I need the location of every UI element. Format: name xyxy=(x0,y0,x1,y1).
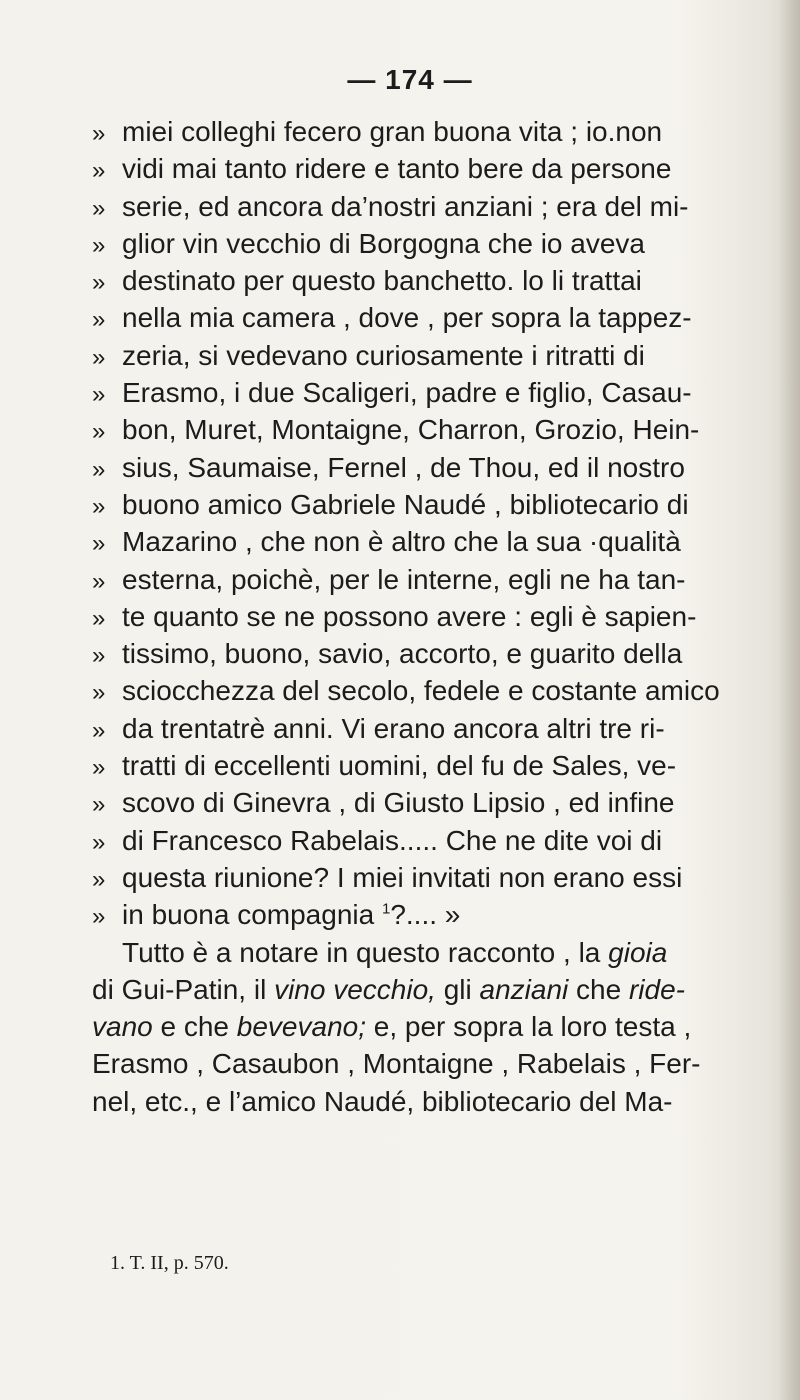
paragraph-line: Tutto è a notare in questo racconto , la gioia xyxy=(122,936,668,968)
text-line: » tissimo, buono, savio, accorto, e guarito della xyxy=(92,635,782,672)
text-line: » miei colleghi fecero gran buona vita ; io.non xyxy=(92,113,782,150)
quote-mark: » xyxy=(92,120,106,147)
text-line: » Erasmo, i due Scaligeri, padre e figlio, Casau- xyxy=(92,374,782,411)
text-line: » in buona compagnia $^1$?.... » xyxy=(92,896,782,933)
quote-mark: » xyxy=(92,381,106,409)
text-line: » da trentatrè anni. Vi erano ancora altri tre ri- xyxy=(92,710,782,747)
quote-mark: » xyxy=(92,754,106,782)
paragraph-line: di Gui-Patin, il vino vecchio, gli anziani che ride- xyxy=(92,973,685,1005)
page-number: — 174 — xyxy=(347,64,473,95)
text-line: » tratti di eccellenti uomini, del fu de Sales, ve- xyxy=(92,747,782,784)
quote-mark: » xyxy=(92,716,106,744)
quote-mark: » xyxy=(92,679,106,707)
text-line: » sius, Saumaise, Fernel , de Thou, ed il nostro xyxy=(92,449,782,486)
quote-mark: » xyxy=(92,492,106,520)
text-line: » di Francesco Rabelais..... Che ne dite voi di xyxy=(92,822,782,859)
quote-mark: » xyxy=(92,455,106,483)
footnote: 1. T. II, p. 570. xyxy=(110,1252,229,1274)
paragraph-line: nel, etc., e l’amico Naudé, bibliotecario del Ma- xyxy=(92,1085,673,1117)
quote-mark: » xyxy=(92,642,106,670)
text-line: » glior vin vecchio di Borgogna che io aveva xyxy=(92,225,782,262)
paragraph-line: vano e che bevevano; e, per sopra la loro testa , xyxy=(92,1011,692,1043)
text-line: » scovo di Ginevra , di Giusto Lipsio , ed infine xyxy=(92,784,782,821)
quote-mark: » xyxy=(92,604,106,632)
quote-mark: » xyxy=(92,791,106,819)
text-line: » nella mia camera , dove , per sopra la tappez- xyxy=(92,299,782,336)
quote-mark: » xyxy=(92,343,106,371)
text-line: » vidi mai tanto ridere e tanto bere da persone xyxy=(92,150,782,187)
text-line: » sciocchezza del secolo, fedele e costante amico xyxy=(92,672,782,709)
quote-mark: » xyxy=(92,567,106,595)
text-line: » serie, ed ancora da’nostri anziani ; era del mi- xyxy=(92,188,782,225)
text-line: » esterna, poichè, per le interne, egli ne ha tan- xyxy=(92,561,782,598)
text-line: » bon, Muret, Montaigne, Charron, Grozio, Hein- xyxy=(92,411,782,448)
quote-mark: » xyxy=(92,231,106,259)
quote-mark: » xyxy=(92,306,106,334)
text-line: » te quanto se ne possono avere : egli è sapien- xyxy=(92,598,782,635)
footnote-ref: 1 xyxy=(381,900,391,918)
text-line: » buono amico Gabriele Naudé , bibliotecario di xyxy=(92,486,782,523)
quote-mark: » xyxy=(92,194,106,222)
quote-mark: » xyxy=(92,418,106,446)
quote-mark: » xyxy=(92,903,106,931)
quote-mark: » xyxy=(92,269,106,297)
text-line: » questa riunione? I miei invitati non erano essi xyxy=(92,859,782,896)
paragraph-line: Erasmo , Casaubon , Montaigne , Rabelais , Fer- xyxy=(92,1048,701,1080)
quote-mark: » xyxy=(92,157,106,185)
quote-mark: » xyxy=(92,530,106,558)
quote-mark: » xyxy=(92,828,106,856)
quote-mark: » xyxy=(92,865,106,893)
page-body xyxy=(92,113,782,1120)
text-line: » zeria, si vedevano curiosamente i ritratti di xyxy=(92,337,782,374)
text-line: » Mazarino , che non è altro che la sua ·qualità xyxy=(92,523,782,560)
quoted-lines xyxy=(92,113,782,896)
text-line: » destinato per questo banchetto. lo li trattai xyxy=(92,262,782,299)
